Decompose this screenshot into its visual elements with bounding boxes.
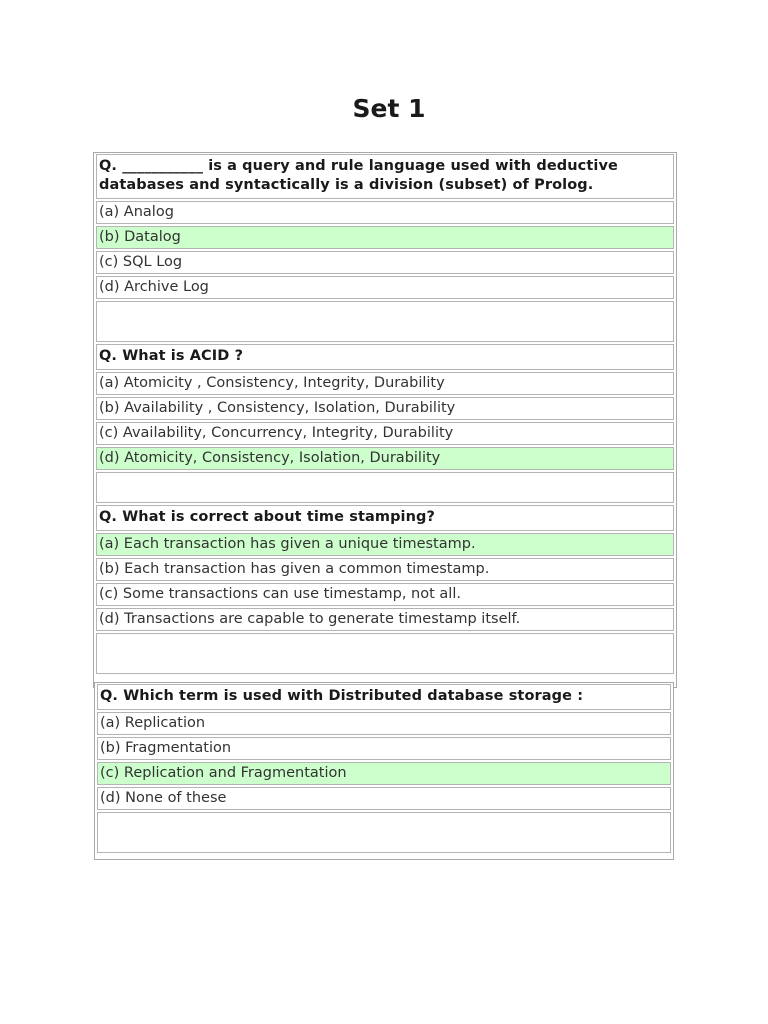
question-text xyxy=(96,154,674,199)
question-text xyxy=(96,344,674,370)
option-a: (a) Atomicity , Consistency, Integrity, Durability xyxy=(96,372,674,395)
option-b: (b) Fragmentation xyxy=(97,737,671,760)
option-c: (c) SQL Log xyxy=(96,251,674,274)
option-c-correct: (c) Replication and Fragmentation xyxy=(97,762,671,785)
option-a-correct: (a) Each transaction has given a unique timestamp. xyxy=(96,533,674,556)
option-d: (d) Archive Log xyxy=(96,276,674,299)
question-body: What is correct about time stamping? xyxy=(122,509,436,525)
question-prefix: Q. xyxy=(99,158,118,174)
question-2 xyxy=(95,344,675,503)
question-text xyxy=(97,684,671,710)
answer-spacer xyxy=(96,633,674,674)
option-b: (b) Availability , Consistency, Isolation, Durability xyxy=(96,397,674,420)
option-d-correct: (d) Atomicity, Consistency, Isolation, Durability xyxy=(96,447,674,470)
question-body: Which term is used with Distributed database storage : xyxy=(123,688,584,704)
question-1 xyxy=(95,154,675,342)
option-b: (b) Each transaction has given a common timestamp. xyxy=(96,558,674,581)
option-c: (c) Some transactions can use timestamp, not all. xyxy=(96,583,674,606)
question-text xyxy=(96,505,674,531)
option-a: (a) Analog xyxy=(96,201,674,224)
answer-spacer xyxy=(96,472,674,503)
quiz-table-page-2 xyxy=(94,682,674,860)
question-prefix: Q. xyxy=(99,509,118,525)
question-4 xyxy=(96,684,672,853)
option-b-correct: (b) Datalog xyxy=(96,226,674,249)
question-body: ___________ is a query and rule language used with deductive databases and syntactically is a division (subset) of Prolog. xyxy=(99,158,618,193)
option-d: (d) None of these xyxy=(97,787,671,810)
option-a: (a) Replication xyxy=(97,712,671,735)
option-d: (d) Transactions are capable to generate timestamp itself. xyxy=(96,608,674,631)
option-c: (c) Availability, Concurrency, Integrity, Durability xyxy=(96,422,674,445)
answer-spacer xyxy=(96,301,674,342)
quiz-table-page-1 xyxy=(93,152,677,688)
question-prefix: Q. xyxy=(99,348,118,364)
page-title: Set 1 xyxy=(352,94,426,123)
question-3 xyxy=(95,505,675,674)
question-prefix: Q. xyxy=(100,688,119,704)
answer-spacer xyxy=(97,812,671,853)
question-body: What is ACID ? xyxy=(122,348,244,364)
